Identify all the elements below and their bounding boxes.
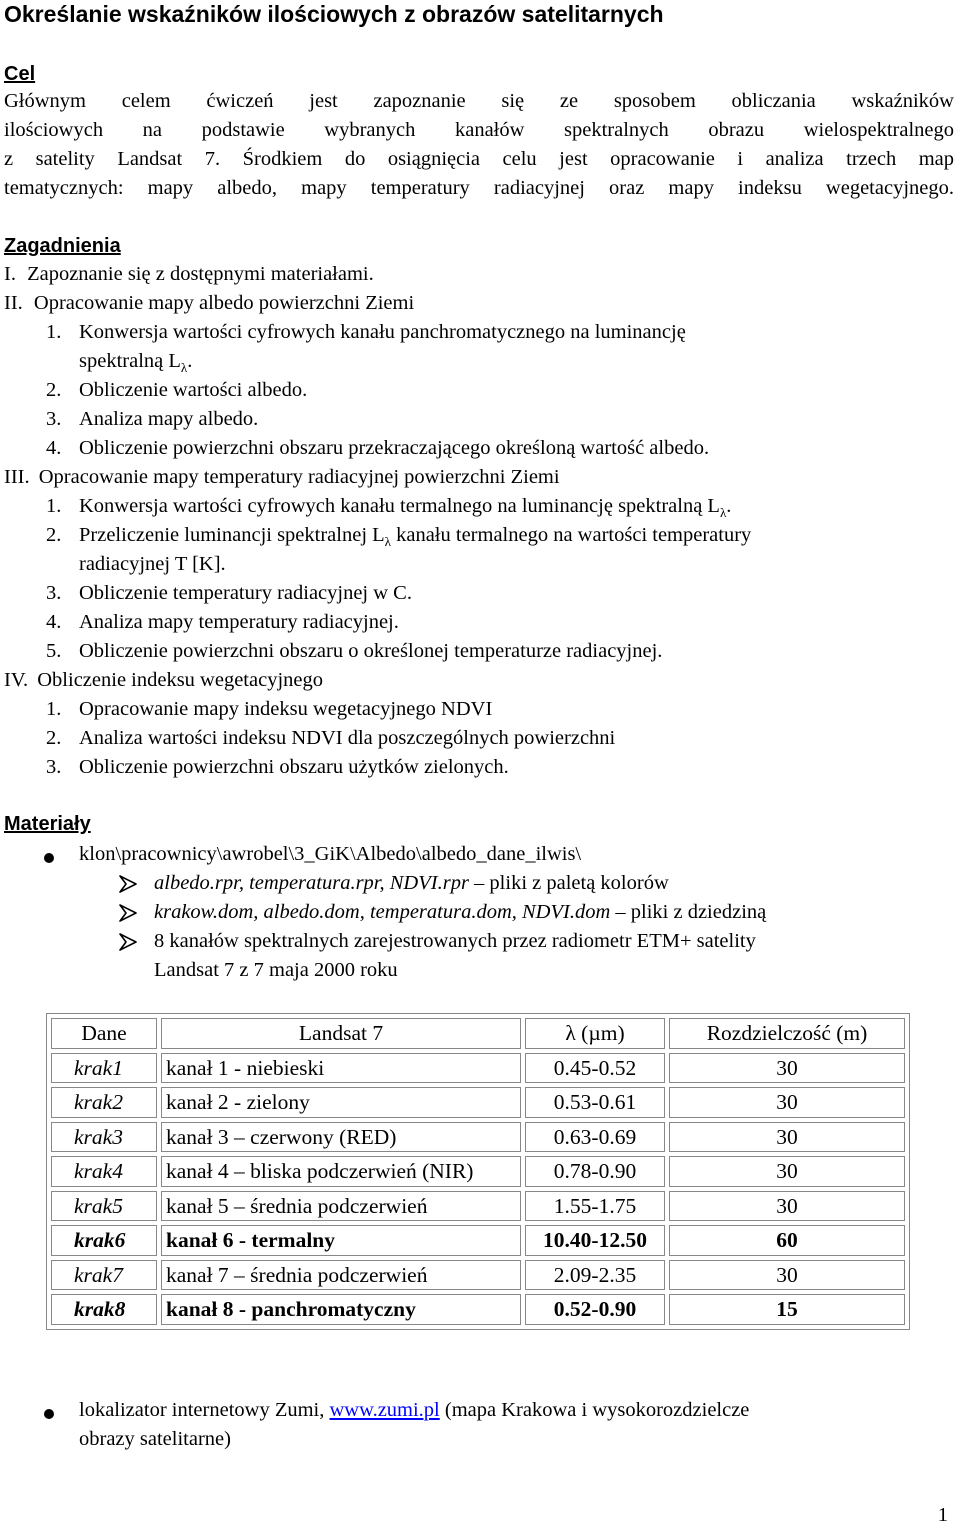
cell-channel: kanał 5 – średnia podczerwień [161,1191,521,1222]
table-header-row [51,1018,905,1049]
cell-channel: kanał 6 - termalny [161,1225,521,1256]
cell-resolution: 30 [669,1122,905,1153]
section-number: IV. [4,669,29,691]
cell-lambda: 10.40-12.50 [525,1225,665,1256]
table-row [51,1087,905,1118]
zumi-link[interactable]: www.zumi.pl [329,1399,440,1421]
cel-line-2: ilościowych na podstawie wybranych kanałów spektralnych obrazu wielospektralnego [4,119,954,141]
section-text: Opracowanie mapy albedo powierzchni Ziemi [33,292,415,314]
bullet-icon [44,853,54,863]
item-number: 2. [46,727,62,749]
header-dane: Dane [51,1018,157,1049]
material-item [154,898,766,927]
item-tail-text: kanału termalnego na wartości temperatury [390,524,752,546]
cel-line-1: Głównym celem ćwiczeń jest zapoznanie się ze sposobem obliczania wskaźników [4,90,954,112]
item-number: 5. [46,640,62,662]
table-row [51,1156,905,1187]
lambda-subscript: λ [180,360,188,376]
materialy-heading: Materiały [4,813,91,835]
arrowhead-bullet-icon [118,874,138,894]
section-text: Zapoznanie się z dostępnymi materiałami. [27,263,374,285]
item-main-text: Przeliczenie luminancji spektralnej L [79,524,385,546]
arrowhead-bullet-icon [118,932,138,952]
arrowhead-bullet-icon [118,903,138,923]
header-landsat: Landsat 7 [161,1018,521,1049]
file-names: krakow.dom, albedo.dom, temperatura.dom, NDVI.dom [154,901,611,923]
item-text: Obliczenie powierzchni obszaru o określonej temperaturze radiacyjnej. [79,640,663,662]
section-ii [4,289,414,318]
cell-dane: krak8 [51,1294,157,1325]
cell-dane: krak5 [51,1191,157,1222]
item-number: 1. [46,321,62,343]
item-text: Opracowanie mapy indeksu wegetacyjnego NDVI [79,698,493,720]
item-text-continuation: radiacyjnej T [K]. [79,553,226,575]
cell-dane: krak4 [51,1156,157,1187]
section-number: I. [4,263,16,285]
cell-channel: kanał 3 – czerwony (RED) [161,1122,521,1153]
table-row [51,1294,905,1325]
cell-dane: krak1 [51,1053,157,1084]
cell-resolution: 30 [669,1260,905,1291]
section-iii [4,463,560,492]
data-path: klon\pracownicy\awrobel\3_GiK\Albedo\albedo_dane_ilwis\ [79,843,582,865]
table-row [51,1225,905,1256]
cell-channel: kanał 4 – bliska podczerwień (NIR) [161,1156,521,1187]
cell-channel: kanał 2 - zielony [161,1087,521,1118]
cell-lambda: 0.53-0.61 [525,1087,665,1118]
file-names: albedo.rpr, temperatura.rpr, NDVI.rpr [154,872,469,894]
cel-line-4: tematycznych: mapy albedo, mapy temperatury radiacyjnej oraz mapy indeksu wegetacyjnego. [4,177,954,199]
material-item-continuation: Landsat 7 z 7 maja 2000 roku [154,959,398,981]
section-number: III. [4,466,30,488]
table-row [51,1191,905,1222]
section-text: Opracowanie mapy temperatury radiacyjnej powierzchni Ziemi [38,466,560,488]
cell-lambda: 0.78-0.90 [525,1156,665,1187]
period: . [726,495,732,517]
item-number: 2. [46,379,62,401]
continuation-text: spektralną L [79,350,181,372]
cell-dane: krak6 [51,1225,157,1256]
zagadnienia-heading: Zagadnienia [4,235,121,257]
cell-resolution: 30 [669,1191,905,1222]
item-number: 2. [46,524,62,546]
cell-lambda: 0.63-0.69 [525,1122,665,1153]
page-number: 1 [937,1504,948,1526]
item-text: Obliczenie powierzchni obszaru użytków zielonych. [79,756,509,778]
file-description: – pliki z dziedziną [610,901,767,923]
table-row [51,1122,905,1153]
item-number: 3. [46,408,62,430]
item-number: 1. [46,495,62,517]
material-item: 8 kanałów spektralnych zarejestrowanych przez radiometr ETM+ satelity [154,930,756,952]
item-number: 4. [46,437,62,459]
section-i [4,260,374,289]
cell-resolution: 15 [669,1294,905,1325]
section-text: Obliczenie indeksu wegetacyjnego [37,669,323,691]
table-row [51,1260,905,1291]
cell-channel: kanał 7 – średnia podczerwień [161,1260,521,1291]
item-text: Analiza mapy temperatury radiacyjnej. [79,611,399,633]
document-title: Określanie wskaźników ilościowych z obrazów satelitarnych [4,1,664,27]
locator-text-after: (mapa Krakowa i wysokorozdzielcze [439,1399,750,1421]
landsat-bands-table [46,1013,910,1330]
cell-dane: krak7 [51,1260,157,1291]
cell-dane: krak2 [51,1087,157,1118]
period: . [187,350,193,372]
cel-heading: Cel [4,63,36,85]
item-number: 4. [46,611,62,633]
cell-lambda: 1.55-1.75 [525,1191,665,1222]
bullet-icon [44,1409,54,1419]
cell-resolution: 30 [669,1156,905,1187]
locator-continuation: obrazy satelitarne) [79,1428,231,1450]
item-number: 3. [46,582,62,604]
lambda-subscript: λ [719,505,727,521]
item-text: Konwersja wartości cyfrowych kanału panchromatycznego na luminancję [79,321,686,343]
table-row [51,1053,905,1084]
cell-lambda: 0.52-0.90 [525,1294,665,1325]
item-text: Obliczenie powierzchni obszaru przekraczającego określoną wartość albedo. [79,437,710,459]
cell-lambda: 0.45-0.52 [525,1053,665,1084]
cell-resolution: 60 [669,1225,905,1256]
file-description: – pliki z paletą kolorów [468,872,669,894]
material-item [154,869,669,898]
item-text: Obliczenie wartości albedo. [79,379,308,401]
lambda-subscript: λ [384,534,391,550]
cell-channel: kanał 1 - niebieski [161,1053,521,1084]
locator-text: lokalizator internetowy Zumi, [79,1399,330,1421]
cell-dane: krak3 [51,1122,157,1153]
cell-resolution: 30 [669,1087,905,1118]
header-lambda: λ (µm) [525,1018,665,1049]
header-resolution: Rozdzielczość (m) [669,1018,905,1049]
section-iv [4,666,323,695]
item-number: 3. [46,756,62,778]
cell-lambda: 2.09-2.35 [525,1260,665,1291]
cell-resolution: 30 [669,1053,905,1084]
cell-channel: kanał 8 - panchromatyczny [161,1294,521,1325]
cel-line-3: z satelity Landsat 7. Środkiem do osiągnięcia celu jest opracowanie i analiza trzech map [4,148,954,170]
section-number: II. [4,292,23,314]
item-main-text: Konwersja wartości cyfrowych kanału termalnego na luminancję spektralną L [79,495,720,517]
item-number: 1. [46,698,62,720]
locator-line [79,1396,749,1425]
item-text: Analiza wartości indeksu NDVI dla poszczególnych powierzchni [79,727,616,749]
item-text: Obliczenie temperatury radiacyjnej w C. [79,582,412,604]
item-text: Analiza mapy albedo. [79,408,259,430]
